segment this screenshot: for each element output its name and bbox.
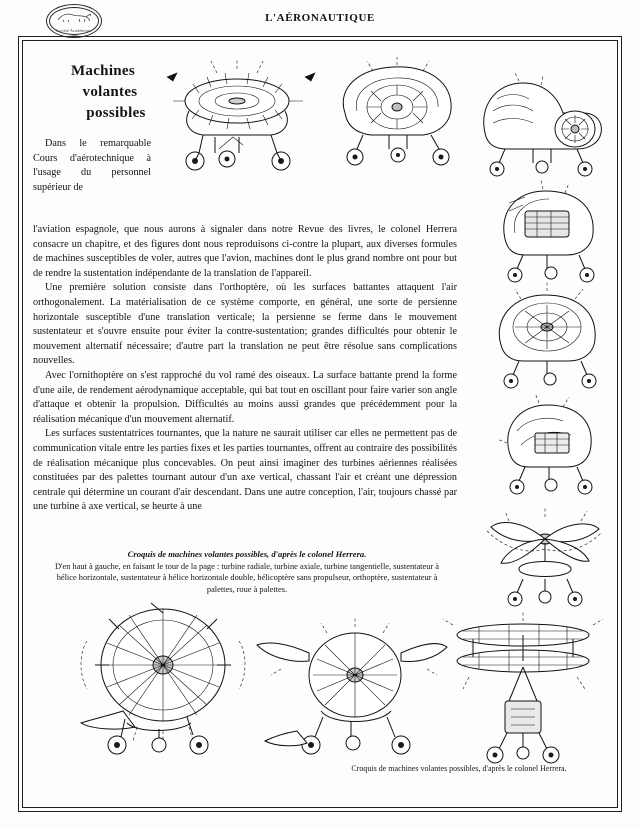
lead-paragraph: Dans le remarquable Cours d'aérotechnique à l'usage du personnel supérieur de xyxy=(33,138,151,193)
figure-caption-middle xyxy=(47,549,447,595)
headline-line-1: Machines xyxy=(70,63,136,79)
figure-sustentateur-helice-horizontale xyxy=(489,177,613,285)
figure-helicoptere-sans-propulseur xyxy=(491,389,615,499)
headline-line-3: possibles xyxy=(86,105,146,121)
paragraph-2: Une première solution consiste dans l'orthoptère, où les surfaces battantes attaquent l'air orthogonalement. La matérialisation de ce système comporte, en général, une sorte de persienne horizontale susceptible d'une translation verticale; la persienne se ferme dans le mouvement sustentateur et s'ouvre ensuite pour éviter la contre-sustentation; grandes difficultés pour obtenir le mouvement alternatif nécessaire; d'autre part la translation ne peut être résolue sans complications nouvelles. xyxy=(33,282,457,367)
paragraph-3: Avec l'ornithoptère on s'est rapproché du vol ramé des oiseaux. La surface battante prend la forme d'une aile, de rendement aérodynamique acceptable, qui bat tout en oscillant pour faire varier son angle d'attaque et obtenir la propulsion. Difficultés au moins aussi grandes que précédemment pour la réalisation mécanique d'un mouvement alternatif. xyxy=(33,369,457,425)
page-title xyxy=(33,61,173,124)
figure-orthoptere xyxy=(251,613,451,773)
stamp-year: 1906 xyxy=(69,32,79,38)
figure-roue-a-palettes xyxy=(67,599,257,769)
paragraph-4: Les surfaces sustentatrices tournantes, que la nature ne saurait utiliser car elles ne permettent pas de communication vitale entre les parties fixes et les parties tournantes, offrent au contraire des possibilités de réalisation mécanique plus concevables. On peut ainsi imaginer des turbines aériennes réalisées constituées par des palettes tournant autour d'un axe vertical, chassant l'air et créant une dépression centrale qui détermine un courant d'air descendant. Dans une autre conception, l'air, toujours chassé par une turbine à axe vertical, se heurte à une xyxy=(33,428,457,513)
article-body xyxy=(33,223,457,515)
page-frame xyxy=(18,36,622,812)
journal-title: L'AÉRONAUTIQUE xyxy=(265,12,375,24)
stamp-text: Société Académique xyxy=(55,28,93,33)
caption-middle-title: Croquis de machines volantes possibles, d'après le colonel Herrera. xyxy=(127,549,367,559)
masthead xyxy=(0,0,640,40)
figure-turbine-radiale xyxy=(159,53,329,183)
figure-sustentateur-biplan xyxy=(439,609,609,769)
lead-column xyxy=(33,137,151,195)
headline-line-2: volantes xyxy=(82,84,138,100)
paragraph-1: l'aviation espagnole, que nous aurons à signaler dans notre Revue des livres, le colonel Herrera consacre un chapitre, et des figures dont nous reproduisons ci-contre la plupart, aux diverses formules de machines susceptibles de voler, autres que l'avion, machines dont le plus grand nombre ont pour but de rendre la sustentation indépendante de la translation de l'appareil. xyxy=(33,224,457,279)
figure-turbine-tangentielle xyxy=(471,71,611,181)
figure-sustentateur-helice-horizontale-double xyxy=(485,281,615,393)
figure-sustentateur-a-palettes xyxy=(475,497,615,617)
caption-middle-body: D'en haut à gauche, en faisant le tour de la page : turbine radiale, turbine axiale, turbine tangentielle, sustentateur à hélice horizontale, sustentateur à hélice horizontale double, hélicoptère sans propulseur, orthoptère, sustentateur à palettes, roue à palettes. xyxy=(54,561,440,594)
figure-caption-bottom: Croquis de machines volantes possibles, d'après le colonel Herrera. xyxy=(351,764,567,773)
figure-turbine-axiale xyxy=(327,57,477,177)
